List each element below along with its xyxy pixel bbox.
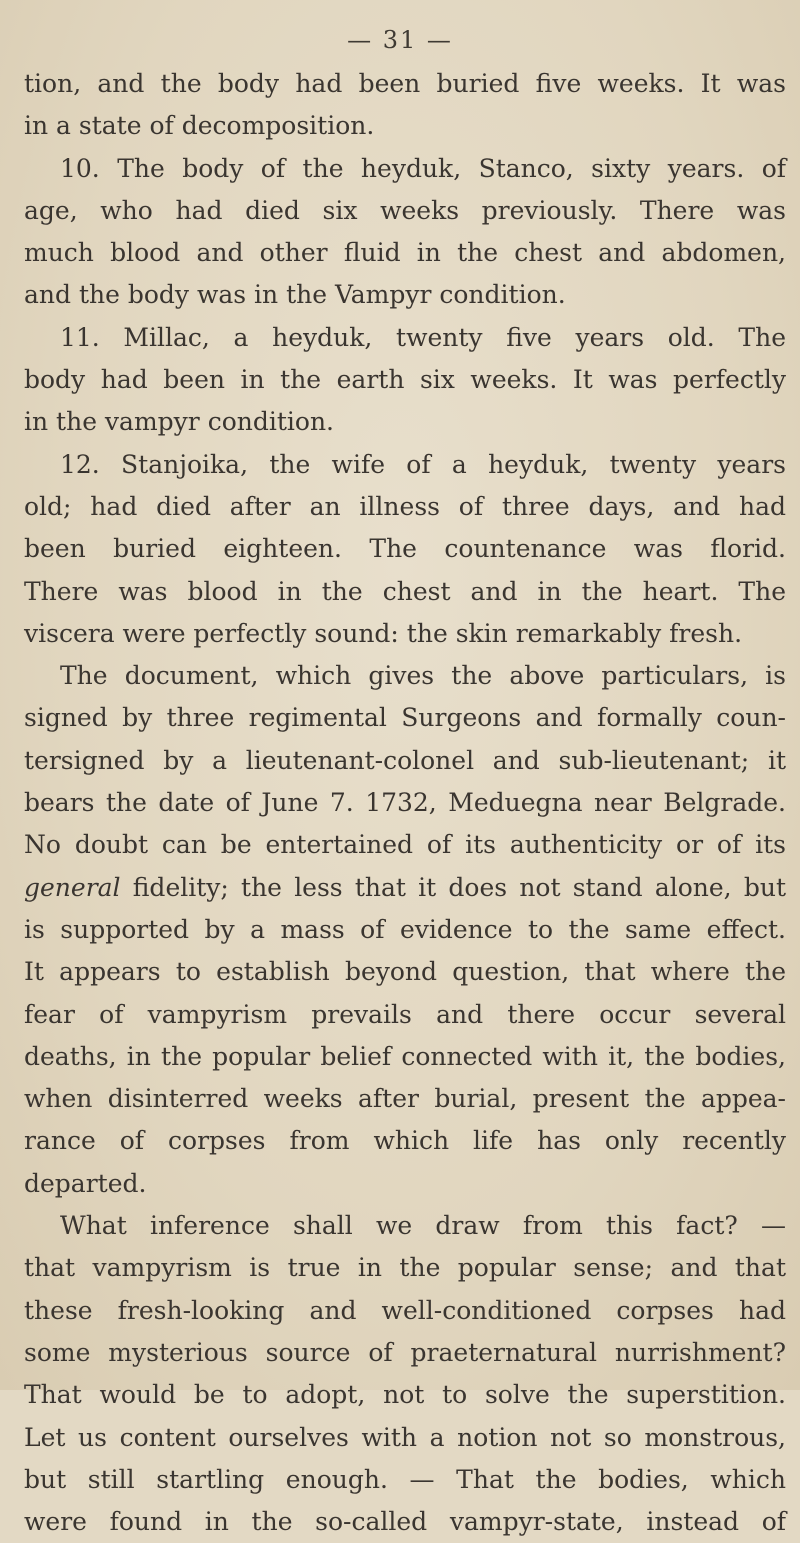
text-line: and the body was in the Vampyr condition.	[24, 280, 566, 310]
text-line: these fresh-looking and well-conditioned corpses had	[24, 1295, 786, 1325]
text-line: It appears to establish beyond question, that where the	[24, 957, 786, 987]
text-line: The document, which gives the above particulars, is	[60, 661, 786, 691]
page-number-header: — 31 —	[347, 26, 453, 54]
text-line: departed.	[24, 1168, 147, 1198]
text-line: 12. Stanjoika, the wife of a heyduk, twenty years	[60, 449, 786, 479]
text-line: age, who had died six weeks previously. There was	[24, 195, 786, 225]
text-line: There was blood in the chest and in the heart. The	[24, 576, 786, 606]
text-line: much blood and other fluid in the chest and abdomen,	[24, 238, 786, 268]
text-line: tersigned by a lieutenant-colonel and sub-lieutenant; it	[24, 745, 786, 775]
text-line: old; had died after an illness of three days, and had	[24, 491, 786, 521]
text-line: were found in the so-called vampyr-state, instead of	[24, 1507, 786, 1537]
text-line: fear of vampyrism prevails and there occur several	[24, 999, 786, 1029]
text-line: That would be to adopt, not to solve the superstition.	[24, 1380, 786, 1410]
text-line: bears the date of June 7. 1732, Meduegna near Belgrade.	[24, 788, 786, 818]
text-line: rance of corpses from which life has only recently	[24, 1126, 786, 1156]
text-line: some mysterious source of praeternatural nurrishment?	[24, 1337, 786, 1367]
text-line-with-italic	[24, 867, 786, 909]
text-line: that vampyrism is true in the popular sense; and that	[24, 1253, 786, 1283]
text-line: What inference shall we draw from this fact? —	[60, 1211, 786, 1241]
text-line: Let us content ourselves with a notion not so monstrous,	[24, 1422, 786, 1452]
text-line: when disinterred weeks after burial, present the appea-	[24, 1084, 786, 1114]
text-line: tion, and the body had been buried five weeks. It was	[24, 69, 786, 98]
text-line: in the vampyr condition.	[24, 407, 334, 437]
text-line: in a state of decomposition.	[24, 111, 375, 141]
text-line: No doubt can be entertained of its authenticity or of its	[24, 830, 786, 860]
line-remainder: fidelity; the less that it does not stand alone, but	[120, 872, 786, 902]
text-line: been buried eighteen. The countenance was florid.	[24, 534, 786, 564]
text-line: viscera were perfectly sound: the skin remarkably fresh.	[24, 618, 743, 648]
text-line: 11. Millac, a heyduk, twenty five years old. The	[60, 322, 786, 352]
text-line: signed by three regimental Surgeons and formally coun-	[24, 703, 786, 733]
text-line: deaths, in the popular belief connected with it, the bodies,	[24, 1041, 786, 1071]
text-line: but still startling enough. — That the bodies, which	[24, 1464, 786, 1494]
text-line: body had been in the earth six weeks. It was perfectly	[24, 365, 786, 395]
text-line: is supported by a mass of evidence to the same effect.	[24, 914, 786, 944]
text-line: 10. The body of the heyduk, Stanco, sixty years. of	[60, 153, 786, 183]
body-text	[24, 63, 786, 1543]
italic-word: general	[24, 872, 121, 902]
